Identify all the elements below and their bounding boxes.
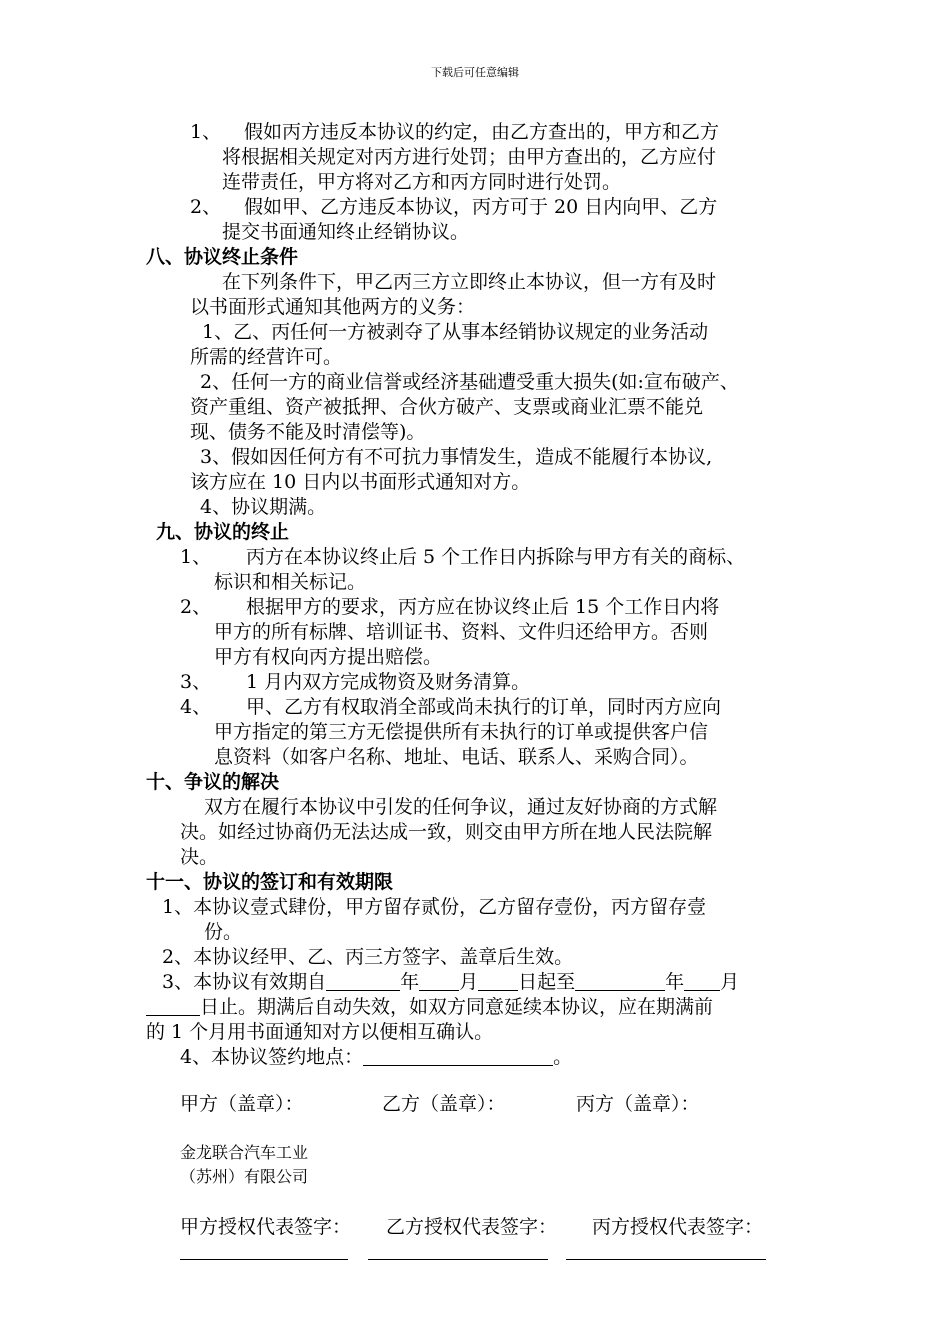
section-10-line-3: 决。 bbox=[180, 846, 219, 868]
party-a-seal-label: 甲方（盖章）： bbox=[180, 1093, 304, 1115]
clause-9-3-number: 3、 bbox=[180, 671, 212, 693]
party-a-signature-line[interactable] bbox=[180, 1258, 348, 1260]
clause-11-3-line-3: 的 1 个月用书面通知对方以便相互确认。 bbox=[146, 1021, 494, 1043]
clause-7-2-line-1: 假如甲、乙方违反本协议，丙方可于 20 日内向甲、乙方 bbox=[244, 196, 718, 218]
clause-11-4 bbox=[180, 1045, 572, 1070]
clause-8-2-line-2: 资产重组、资产被抵押、合伙方破产、支票或商业汇票不能兑 bbox=[190, 396, 704, 418]
section-8-intro-line-2: 以书面形式通知其他两方的义务： bbox=[190, 296, 476, 318]
end-month-label: 月 bbox=[720, 971, 740, 993]
clause-9-1-number: 1、 bbox=[180, 546, 212, 568]
party-c-rep-label: 丙方授权代表签字： bbox=[592, 1216, 764, 1238]
clause-8-2-line-3: 现、债务不能及时清偿等)。 bbox=[190, 421, 426, 443]
start-day-label: 日起至 bbox=[518, 971, 576, 993]
clause-11-4-text: 4、本协议签约地点： bbox=[180, 1046, 364, 1068]
clause-7-2-number: 2、 bbox=[190, 196, 222, 218]
party-b-rep-label: 乙方授权代表签字： bbox=[386, 1216, 558, 1238]
clause-8-3-line-2: 该方应在 10 日内以书面形式通知对方。 bbox=[190, 471, 531, 493]
clause-7-1-line-3: 连带责任，甲方将对乙方和丙方同时进行处罚。 bbox=[222, 171, 622, 193]
clause-11-3-line-2-text: 日止。期满后自动失效，如双方同意延续本协议，应在期满前 bbox=[200, 996, 714, 1018]
clause-9-2-line-3: 甲方有权向丙方提出赔偿。 bbox=[214, 646, 443, 668]
clause-9-4-number: 4、 bbox=[180, 696, 212, 718]
section-10-line-1: 双方在履行本协议中引发的任何争议，通过友好协商的方式解 bbox=[204, 796, 718, 818]
start-year-label: 年 bbox=[400, 971, 420, 993]
clause-9-2-number: 2、 bbox=[180, 596, 212, 618]
section-9-heading: 九、协议的终止 bbox=[156, 521, 290, 543]
end-month-blank[interactable] bbox=[684, 970, 720, 991]
clause-11-2: 2、本协议经甲、乙、丙三方签字、盖章后生效。 bbox=[162, 946, 574, 968]
clause-8-4: 4、协议期满。 bbox=[200, 496, 327, 518]
clause-8-2-line-1: 2、任何一方的商业信誉或经济基础遭受重大损失(如:宣布破产、 bbox=[200, 371, 739, 393]
clause-9-4-line-3: 息资料（如客户名称、地址、电话、联系人、采购合同）。 bbox=[214, 746, 699, 768]
start-month-blank[interactable] bbox=[419, 970, 459, 991]
clause-11-3-line-2 bbox=[146, 995, 713, 1020]
clause-9-2-line-2: 甲方的所有标牌、培训证书、资料、文件归还给甲方。否则 bbox=[214, 621, 709, 643]
clause-8-1-line-2: 所需的经营许可。 bbox=[190, 346, 343, 368]
clause-7-2-line-2: 提交书面通知终止经销协议。 bbox=[222, 221, 470, 243]
section-10-heading: 十、争议的解决 bbox=[146, 771, 280, 793]
clause-9-1-line-1: 丙方在本协议终止后 5 个工作日内拆除与甲方有关的商标、 bbox=[246, 546, 746, 568]
clause-7-1-line-2: 将根据相关规定对丙方进行处罚；由甲方查出的，乙方应付 bbox=[222, 146, 717, 168]
party-c-signature-line[interactable] bbox=[566, 1258, 766, 1260]
party-b-signature-line[interactable] bbox=[368, 1258, 548, 1260]
clause-7-1-number: 1、 bbox=[190, 121, 222, 143]
page-header-note: 下载后可任意编辑 bbox=[431, 66, 519, 79]
clause-8-1-line-1: 1、乙、丙任何一方被剥夺了从事本经销协议规定的业务活动 bbox=[202, 321, 709, 343]
clause-7-1-line-1: 假如丙方违反本协议的约定，由乙方查出的，甲方和乙方 bbox=[244, 121, 720, 143]
company-name-line-2: （苏州）有限公司 bbox=[180, 1167, 309, 1186]
clause-11-3-text-start: 3、本协议有效期自 bbox=[162, 971, 327, 993]
party-b-seal-label: 乙方（盖章）： bbox=[382, 1093, 506, 1115]
end-year-label: 年 bbox=[665, 971, 685, 993]
clause-11-1-line-1: 1、本协议壹式肆份，甲方留存贰份，乙方留存壹份，丙方留存壹 bbox=[162, 896, 707, 918]
start-month-label: 月 bbox=[459, 971, 479, 993]
section-11-heading: 十一、协议的签订和有效期限 bbox=[146, 871, 394, 893]
clause-11-3-line-1 bbox=[162, 970, 739, 995]
section-8-intro-line-1: 在下列条件下，甲乙丙三方立即终止本协议，但一方有及时 bbox=[222, 271, 717, 293]
clause-9-4-line-1: 甲、乙方有权取消全部或尚未执行的订单，同时丙方应向 bbox=[246, 696, 722, 718]
start-year-blank[interactable] bbox=[326, 970, 400, 991]
clause-8-3-line-1: 3、假如因任何方有不可抗力事情发生，造成不能履行本协议, bbox=[200, 446, 713, 468]
clause-9-4-line-2: 甲方指定的第三方无偿提供所有未执行的订单或提供客户信 bbox=[214, 721, 709, 743]
clause-9-1-line-2: 标识和相关标记。 bbox=[214, 571, 367, 593]
clause-9-3-line-1: 1 月内双方完成物资及财务清算。 bbox=[246, 671, 531, 693]
start-day-blank[interactable] bbox=[478, 970, 518, 991]
company-name-line-1: 金龙联合汽车工业 bbox=[180, 1143, 309, 1162]
clause-11-4-end: 。 bbox=[553, 1046, 573, 1068]
party-a-rep-label: 甲方授权代表签字： bbox=[180, 1216, 352, 1238]
clause-9-2-line-1: 根据甲方的要求，丙方应在协议终止后 15 个工作日内将 bbox=[246, 596, 720, 618]
signing-location-blank[interactable] bbox=[363, 1045, 553, 1066]
end-year-blank[interactable] bbox=[575, 970, 665, 991]
clause-11-1-line-2: 份。 bbox=[204, 921, 243, 943]
section-8-heading: 八、协议终止条件 bbox=[146, 246, 299, 268]
party-c-seal-label: 丙方（盖章）： bbox=[576, 1093, 700, 1115]
section-10-line-2: 决。如经过协商仍无法达成一致，则交由甲方所在地人民法院解 bbox=[180, 821, 713, 843]
end-day-blank[interactable] bbox=[146, 995, 200, 1016]
